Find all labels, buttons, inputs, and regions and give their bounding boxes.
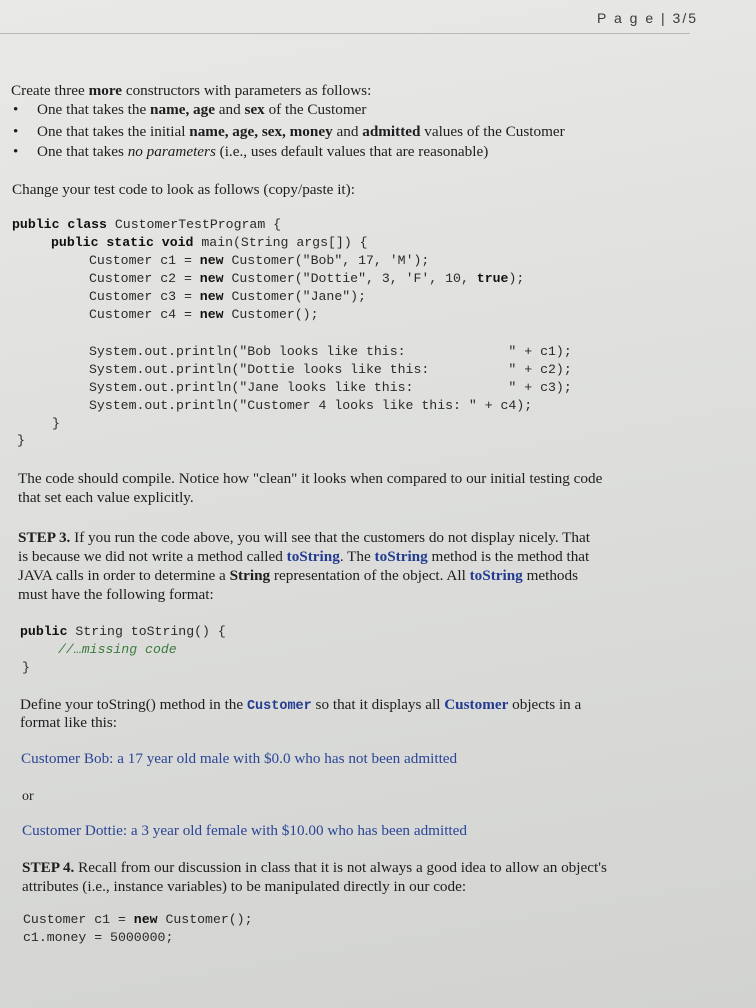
code-line: System.out.println("Dottie looks like this: " + c2); [89,362,572,377]
bullet-item: • One that takes the initial name, age, sex, money and admitted values of the Customer [13,123,565,140]
code-line: Customer c4 = new Customer(); [89,307,319,322]
bullet-item: • One that takes no parameters (i.e., uses default values that are reasonable) [13,143,489,160]
code-line: System.out.println("Jane looks like this: " + c3); [89,380,572,395]
compile-paragraph-line: that set each value explicitly. [18,489,194,506]
intro-paragraph: Create three more constructors with parameters as follows: [11,82,372,99]
code-main-line: public static void main(String args[]) { [51,235,368,250]
code-line: System.out.println("Bob looks like this: " + c1); [89,344,572,359]
code-line: c1.money = 5000000; [23,930,174,945]
step3-line: JAVA calls in order to determine a String representation of the object. All toString methods [18,567,579,584]
code-class-line: public class CustomerTestProgram { [12,217,282,232]
step4-line: STEP 4. Recall from our discussion in class that it is not always a good idea to allow an object's [22,859,607,876]
code-line: Customer c3 = new Customer("Jane"); [89,289,366,304]
example-output: Customer Bob: a 17 year old male with $0.0 who has not been admitted [21,750,458,767]
code-line: Customer c2 = new Customer("Dottie", 3, 'F', 10, true); [89,271,525,286]
code-brace: } [22,660,30,675]
code-brace: } [17,433,25,448]
define-paragraph-line: Define your toString() method in the Customer so that it displays all Customer objects in a [20,696,582,714]
or-text: or [22,789,34,804]
define-paragraph-line: format like this: [20,714,118,731]
step3-line: STEP 3. If you run the code above, you will see that the customers do not display nicely. That [18,529,590,546]
code-line: Customer c1 = new Customer(); [23,912,253,927]
step4-line: attributes (i.e., instance variables) to be manipulated directly in our code: [22,878,467,895]
code-line: Customer c1 = new Customer("Bob", 17, 'M'); [89,253,430,268]
code-line: System.out.println("Customer 4 looks like this: " + c4); [89,398,533,413]
code-brace: } [52,416,60,431]
bullet-item: • One that takes the name, age and sex of the Customer [13,101,367,118]
code-tostring-signature: public String toString() { [20,624,226,639]
step3-line: must have the following format: [18,586,214,603]
step3-line: is because we did not write a method called toString. The toString method is the method that [18,548,590,565]
page-number: P a g e | 3/5 [597,10,698,26]
change-instruction: Change your test code to look as follows (copy/paste it): [12,181,355,198]
example-output: Customer Dottie: a 3 year old female with $10.00 who has been admitted [22,822,467,839]
compile-paragraph-line: The code should compile. Notice how "clean" it looks when compared to our initial testing code [18,470,603,487]
code-comment: //…missing code [58,642,177,657]
header-rule [0,33,690,34]
